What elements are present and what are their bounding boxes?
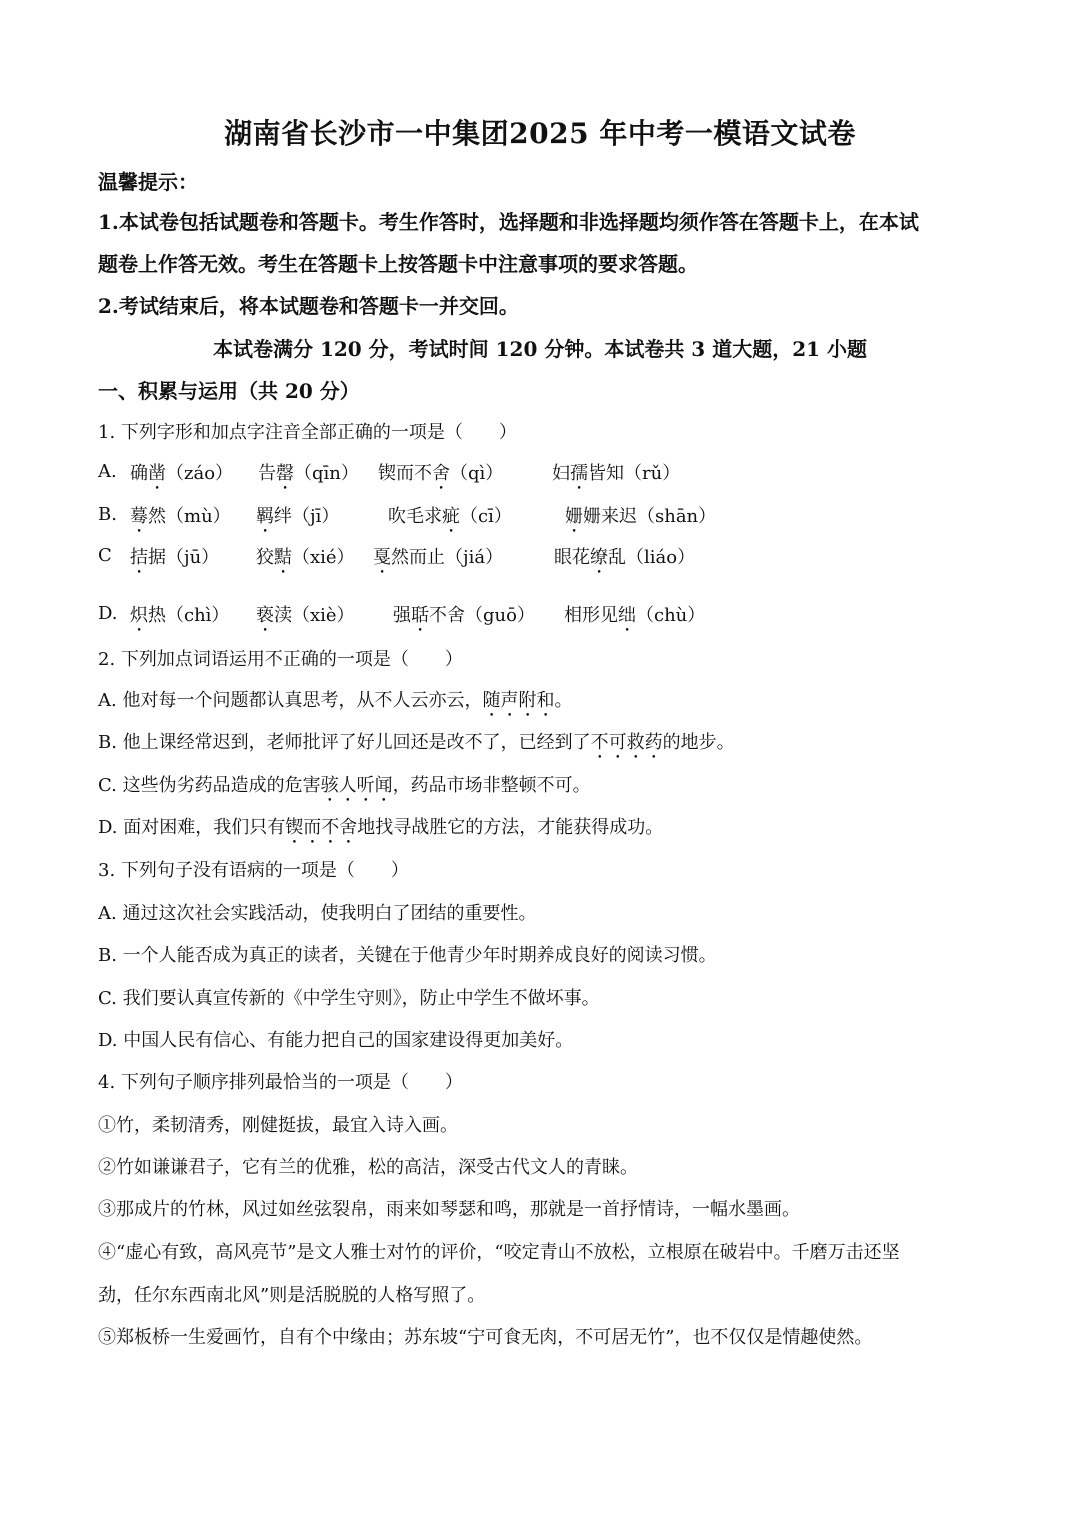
question-1-option-item xyxy=(258,463,359,494)
dotted-character: 炽 xyxy=(130,605,148,626)
notice-heading: 温馨提示： xyxy=(98,170,198,194)
question-1-option-item xyxy=(130,605,229,636)
question-2-option-a xyxy=(98,690,572,721)
question-1-stem: 1. 下列字形和加点字注音全部正确的一项是（ ） xyxy=(98,422,517,443)
option-text: 相形见 xyxy=(564,605,618,626)
question-1-option-item xyxy=(256,506,339,537)
dotted-character: 疵 xyxy=(442,506,460,527)
dotted-character: 蓦 xyxy=(130,506,148,527)
option-text: 据（jū） xyxy=(148,547,220,568)
option-text: 姗来迟（shān） xyxy=(583,506,717,527)
option-text: 然（mù） xyxy=(148,506,231,527)
option-text: （qì） xyxy=(450,463,504,484)
option-text: ，药品市场非整顿不可。 xyxy=(392,775,591,796)
option-text: 绊（jī） xyxy=(274,506,340,527)
option-text: 眼花 xyxy=(554,547,590,568)
option-text: （cī） xyxy=(460,506,512,527)
page-title: 湖南省长沙市一中集团2025 年中考一模语文试卷 xyxy=(224,117,856,150)
dotted-phrase: 骇人听闻 xyxy=(320,775,393,796)
dotted-phrase: 锲而不舍 xyxy=(285,817,358,838)
dotted-character: 孺 xyxy=(570,463,588,484)
question-1-option-label: A. xyxy=(98,461,117,482)
question-1-option-item xyxy=(564,605,705,636)
dotted-phrase: 不可救药 xyxy=(590,732,663,753)
option-text: 。 xyxy=(554,690,573,711)
option-text: 吹毛求 xyxy=(388,506,442,527)
question-3-option-a: A. 通过这次社会实践活动，使我明白了团结的重要性。 xyxy=(98,903,537,924)
question-4-sentence-1: ①竹，柔韧清秀，刚健挺拔，最宜入诗入画。 xyxy=(98,1115,458,1136)
dotted-phrase: 随声附和 xyxy=(482,690,555,711)
question-2-stem: 2. 下列加点词语运用不正确的一项是（ ） xyxy=(98,649,463,670)
option-text: 乱（liáo） xyxy=(608,547,696,568)
option-text: （xié） xyxy=(292,547,355,568)
question-1-option-item xyxy=(554,547,695,578)
question-1-option-item xyxy=(256,605,355,636)
option-text: 渎（xiè） xyxy=(274,605,355,626)
question-1-option-item xyxy=(378,463,503,494)
question-1-option-item xyxy=(130,463,233,494)
notice-item-2: 2.考试结束后，将本试题卷和答题卡一并交回。 xyxy=(98,294,519,318)
option-text: 确 xyxy=(130,463,148,484)
dotted-character: 聒 xyxy=(411,605,429,626)
dotted-character: 拮 xyxy=(130,547,148,568)
question-4-sentence-5: ⑤郑板桥一生爱画竹，自有个中缘由；苏东坡“宁可食无肉，不可居无竹”，也不仅仅是情趣使然。 xyxy=(98,1327,873,1348)
question-4-sentence-2: ②竹如谦谦君子，它有兰的优雅，松的高洁，深受古代文人的青睐。 xyxy=(98,1157,638,1178)
dotted-character: 绌 xyxy=(618,605,636,626)
dotted-character: 亵 xyxy=(256,605,274,626)
question-3-option-c: C. 我们要认真宣传新的《中学生守则》，防止中学生不做坏事。 xyxy=(98,988,600,1009)
question-1-option-item xyxy=(130,547,219,578)
question-4-sentence-3: ③那成片的竹林，风过如丝弦裂帛，雨来如琴瑟和鸣，那就是一首抒情诗，一幅水墨画。 xyxy=(98,1199,800,1220)
dotted-character: 黠 xyxy=(274,547,292,568)
option-text: （záo） xyxy=(166,463,234,484)
question-3-option-d: D. 中国人民有信心、有能力把自己的国家建设得更加美好。 xyxy=(98,1030,574,1051)
option-text: 锲而不 xyxy=(378,463,432,484)
dotted-character: 罄 xyxy=(276,463,294,484)
question-1-option-item xyxy=(256,547,355,578)
dotted-character: 凿 xyxy=(148,463,166,484)
exam-summary: 本试卷满分 120 分，考试时间 120 分钟。本试卷共 3 道大题，21 小题 xyxy=(213,337,867,361)
question-2-option-b xyxy=(98,732,735,763)
option-text: （chù） xyxy=(636,605,706,626)
dotted-character: 缭 xyxy=(590,547,608,568)
question-1-option-label: D. xyxy=(98,603,118,624)
question-1-option-label: B. xyxy=(98,504,117,525)
option-text: B. 他上课经常迟到，老师批评了好儿回还是改不了，已经到了 xyxy=(98,732,591,753)
notice-item-1-line-2: 题卷上作答无效。考生在答题卡上按答题卡中注意事项的要求答题。 xyxy=(98,252,698,276)
option-text: 妇 xyxy=(552,463,570,484)
question-3-option-b: B. 一个人能否成为真正的读者，关键在于他青少年时期养成良好的阅读习惯。 xyxy=(98,945,717,966)
dotted-character: 姗 xyxy=(565,506,583,527)
option-text: 强 xyxy=(393,605,411,626)
notice-item-1-line-1: 1.本试卷包括试题卷和答题卡。考生作答时，选择题和非选择题均须作答在答题卡上，在本试 xyxy=(98,210,919,234)
option-text: 的地步。 xyxy=(662,732,735,753)
option-text: A. 他对每一个问题都认真思考，从不人云亦云， xyxy=(98,690,483,711)
dotted-character: 羁 xyxy=(256,506,274,527)
question-1-option-item xyxy=(565,506,716,537)
question-2-option-d xyxy=(98,817,663,848)
question-1-option-item xyxy=(130,506,231,537)
option-text: 狡 xyxy=(256,547,274,568)
question-1-option-label: C xyxy=(98,545,112,566)
option-text: 然而止（jiá） xyxy=(391,547,504,568)
option-text: 告 xyxy=(258,463,276,484)
option-text: 热（chì） xyxy=(148,605,230,626)
option-text: 地找寻战胜它的方法，才能获得成功。 xyxy=(357,817,664,838)
option-text: （qīn） xyxy=(294,463,359,484)
question-4-sentence-4-line-1: ④“虚心有致，高风亮节”是文人雅士对竹的评价，“咬定青山不放松，立根原在破岩中。千磨万击还坚 xyxy=(98,1242,900,1263)
option-text: 不舍（guō） xyxy=(429,605,535,626)
question-1-option-item xyxy=(388,506,512,537)
option-text: D. 面对困难，我们只有 xyxy=(98,817,286,838)
question-1-option-item xyxy=(373,547,503,578)
question-4-sentence-4-line-2: 劲，任尔东西南北风”则是活脱脱的人格写照了。 xyxy=(98,1285,486,1306)
question-1-option-item xyxy=(393,605,535,636)
question-3-stem: 3. 下列句子没有语病的一项是（ ） xyxy=(98,860,409,881)
dotted-character: 舍 xyxy=(432,463,450,484)
question-2-option-c xyxy=(98,775,591,806)
question-1-option-item xyxy=(552,463,680,494)
option-text: C. 这些伪劣药品造成的危害 xyxy=(98,775,321,796)
section-1-heading: 一、积累与运用（共 20 分） xyxy=(98,379,360,403)
option-text: 皆知（rǔ） xyxy=(588,463,681,484)
question-4-stem: 4. 下列句子顺序排列最恰当的一项是（ ） xyxy=(98,1072,463,1093)
dotted-character: 戛 xyxy=(373,547,391,568)
